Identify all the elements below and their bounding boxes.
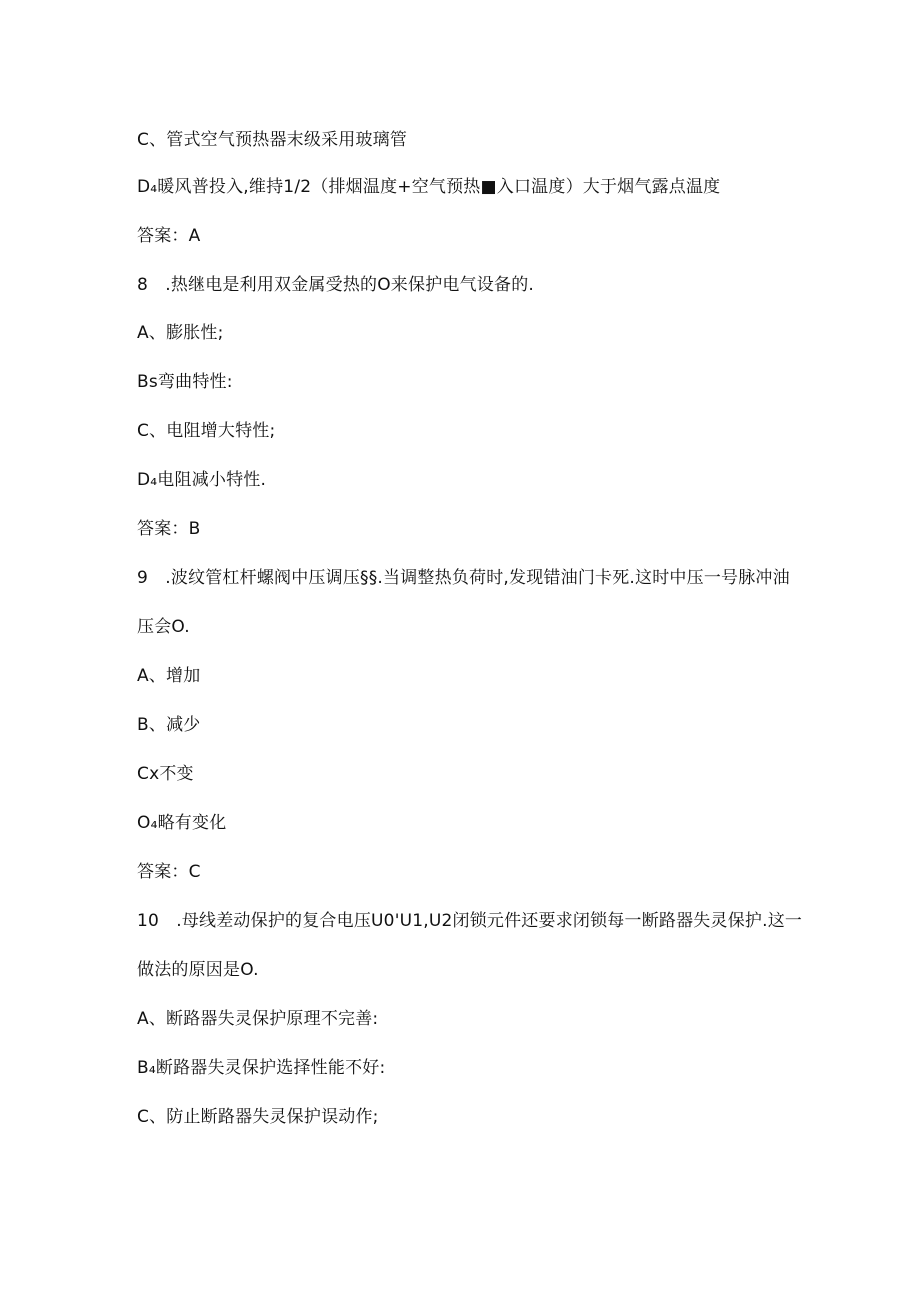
option-b-line: B、减少: [137, 715, 201, 735]
question-9-stem: 9 .波纹管杠杆螺阀中压调压§§.当调整热负荷时,发现错油门卡死.这时中压一号脉冲油: [137, 568, 790, 588]
option-a-line: A、增加: [137, 666, 201, 686]
option-a-line: A、膨胀性;: [137, 323, 224, 343]
question-8-stem: 8 .热继电是利用双金属受热的O来保护电气设备的.: [137, 275, 535, 295]
option-d-line: D₄电阻减小特性.: [137, 470, 267, 490]
option-c-line: C、管式空气预热器末级采用玻璃管: [137, 130, 408, 150]
answer-line: 答案：C: [137, 862, 201, 882]
option-c-line: C、防止断路器失灵保护误动作;: [137, 1107, 379, 1127]
question-9-stem-continued: 压会O.: [137, 617, 190, 637]
option-c-line: C、电阻增大特性;: [137, 421, 276, 441]
question-10-stem-continued: 做法的原因是O.: [137, 960, 259, 980]
answer-line: 答案：B: [137, 519, 201, 539]
option-b-line: B₄断路器失灵保护选择性能不好:: [137, 1058, 386, 1078]
option-c-line: Cx不变: [137, 764, 194, 784]
option-d-line: D₄暖风普投入,维持1/2（排烟温度+空气预热■入口温度）大于烟气露点温度: [137, 177, 721, 197]
question-10-stem: 10 .母线差动保护的复合电压U0'U1,U2闭锁元件还要求闭锁每一断路器失灵保护.这一: [137, 911, 803, 931]
option-a-line: A、断路器失灵保护原理不完善:: [137, 1009, 379, 1029]
option-b-line: Bs弯曲特性:: [137, 372, 233, 392]
option-d-line: O₄略有变化: [137, 813, 227, 833]
answer-line: 答案：A: [137, 226, 201, 246]
